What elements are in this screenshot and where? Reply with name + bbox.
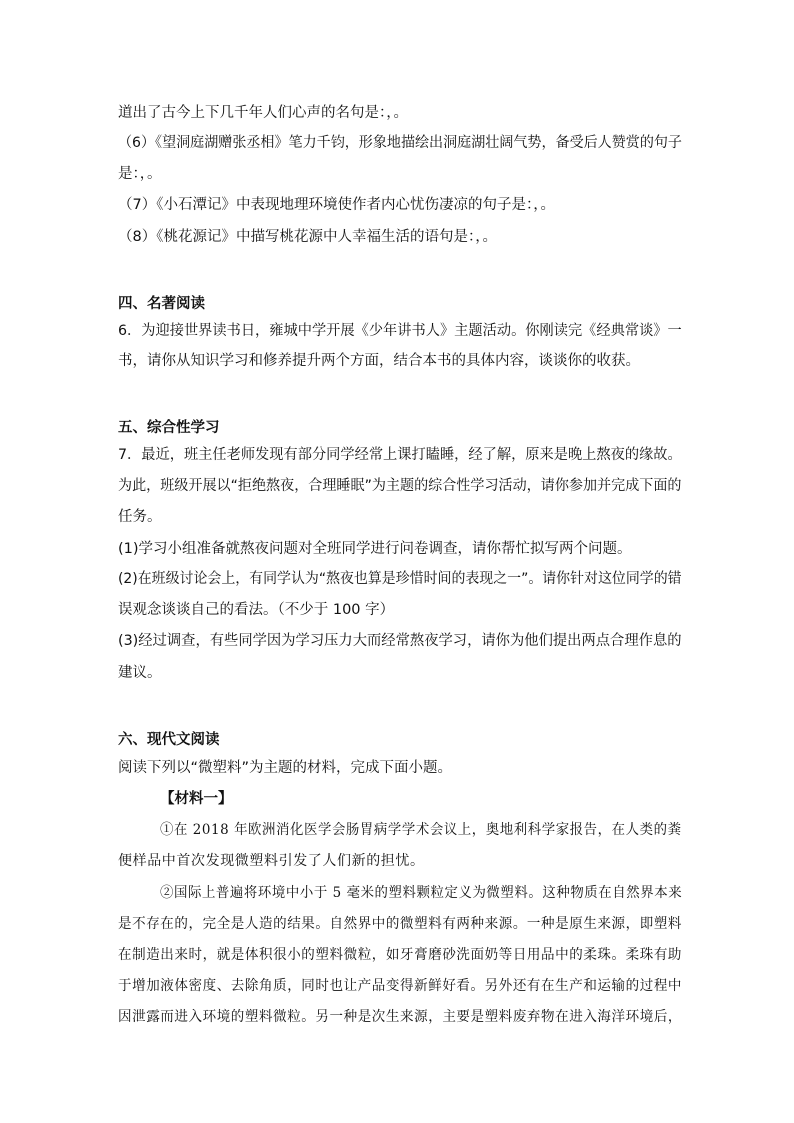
question-7-text-line-3: 任务。 xyxy=(118,509,162,525)
section-5-heading: 五、综合性学习 xyxy=(118,420,220,436)
section-6-heading: 六、现代文阅读 xyxy=(118,732,220,748)
section-6-intro: 阅读下列以“微塑料”为主题的材料，完成下面小题。 xyxy=(118,760,453,776)
material-paragraph-1-line-2: 便样品中首次发现微塑料引发了人们新的担忧。 xyxy=(118,853,425,869)
material-paragraph-2-line-4: 于增加液体密度、去除角质，同时也让产品变得新鲜好看。另外还有在生产和运输的过程中 xyxy=(118,978,683,994)
question-6-text-line-2: 书，请你从知识学习和修养提升两个方面，结合本书的具体内容，谈谈你的收获。 xyxy=(118,353,640,369)
question-7-sub-2-line-1: (2)在班级讨论会上，有同学认为“熬夜也算是珍惜时间的表现之一”。请你针对这位同学的错 xyxy=(118,571,682,587)
question-7-sub-3-line-2: 建议。 xyxy=(118,665,162,681)
section-4-heading: 四、名著阅读 xyxy=(118,296,205,312)
question-6-poem-line: （6）《望洞庭湖赠张丞相》笔力千钧，形象地描绘出洞庭湖壮阔气势，备受后人赞赏的句子 xyxy=(118,135,683,151)
question-7-sub-2-line-2: 误观念谈谈自己的看法。（不少于 100 字） xyxy=(118,602,395,618)
material-paragraph-2-line-3: 在制造出来时，就是体积很小的塑料微粒，如牙膏磨砂洗面奶等日用品中的柔珠。柔珠有助 xyxy=(118,947,683,963)
material-paragraph-2-line-1: ②国际上普遍将环境中小于 5 毫米的塑料颗粒定义为微塑料。这种物质在自然界本来 xyxy=(160,885,683,901)
question-7-text-line-1: 7．最近，班主任老师发现有部分同学经常上课打瞌睡，经了解，原来是晚上熬夜的缘故。 xyxy=(118,447,682,463)
question-8-poem-line: （8）《桃花源记》中描写桃花源中人幸福生活的语句是：，。 xyxy=(118,229,497,245)
material-paragraph-2-line-2: 是不存在的，完全是人造的结果。自然界中的微塑料有两种来源。一种是原生来源，即塑料 xyxy=(118,916,683,932)
question-7-sub-3-line-1: (3)经过调查，有些同学因为学习压力大而经常熬夜学习，请你为他们提出两点合理作息的 xyxy=(118,633,682,649)
question-7-sub-1: (1)学习小组准备就熬夜问题对全班同学进行问卷调查，请你帮忙拟写两个问题。 xyxy=(118,541,632,557)
material-paragraph-2-line-5: 因泄露而进入环境的塑料微粒。另一种是次生来源，主要是塑料废弃物在进入海洋环境后， xyxy=(118,1009,683,1025)
question-6-text-line-1: 6．为迎接世界读书日，雍城中学开展《少年讲书人》主题活动。你刚读完《经典常谈》一 xyxy=(118,323,682,339)
material-paragraph-1-line-1: ①在 2018 年欧洲消化医学会肠胃病学学术会议上，奥地利科学家报告，在人类的粪 xyxy=(160,822,682,838)
fill-in-line-1: 道出了古今上下几千年人们心声的名句是：，。 xyxy=(118,105,408,121)
material-1-title: 【材料一】 xyxy=(160,791,233,807)
question-7-text-line-2: 为此，班级开展以“拒绝熬夜，合理睡眠”为主题的综合性学习活动，请你参加并完成下面的 xyxy=(118,478,682,494)
question-6-poem-answer: 是：，。 xyxy=(118,166,162,182)
question-7-poem-line: （7）《小石潭记》中表现地理环境使作者内心忧伤凄凉的句子是：，。 xyxy=(118,197,555,213)
